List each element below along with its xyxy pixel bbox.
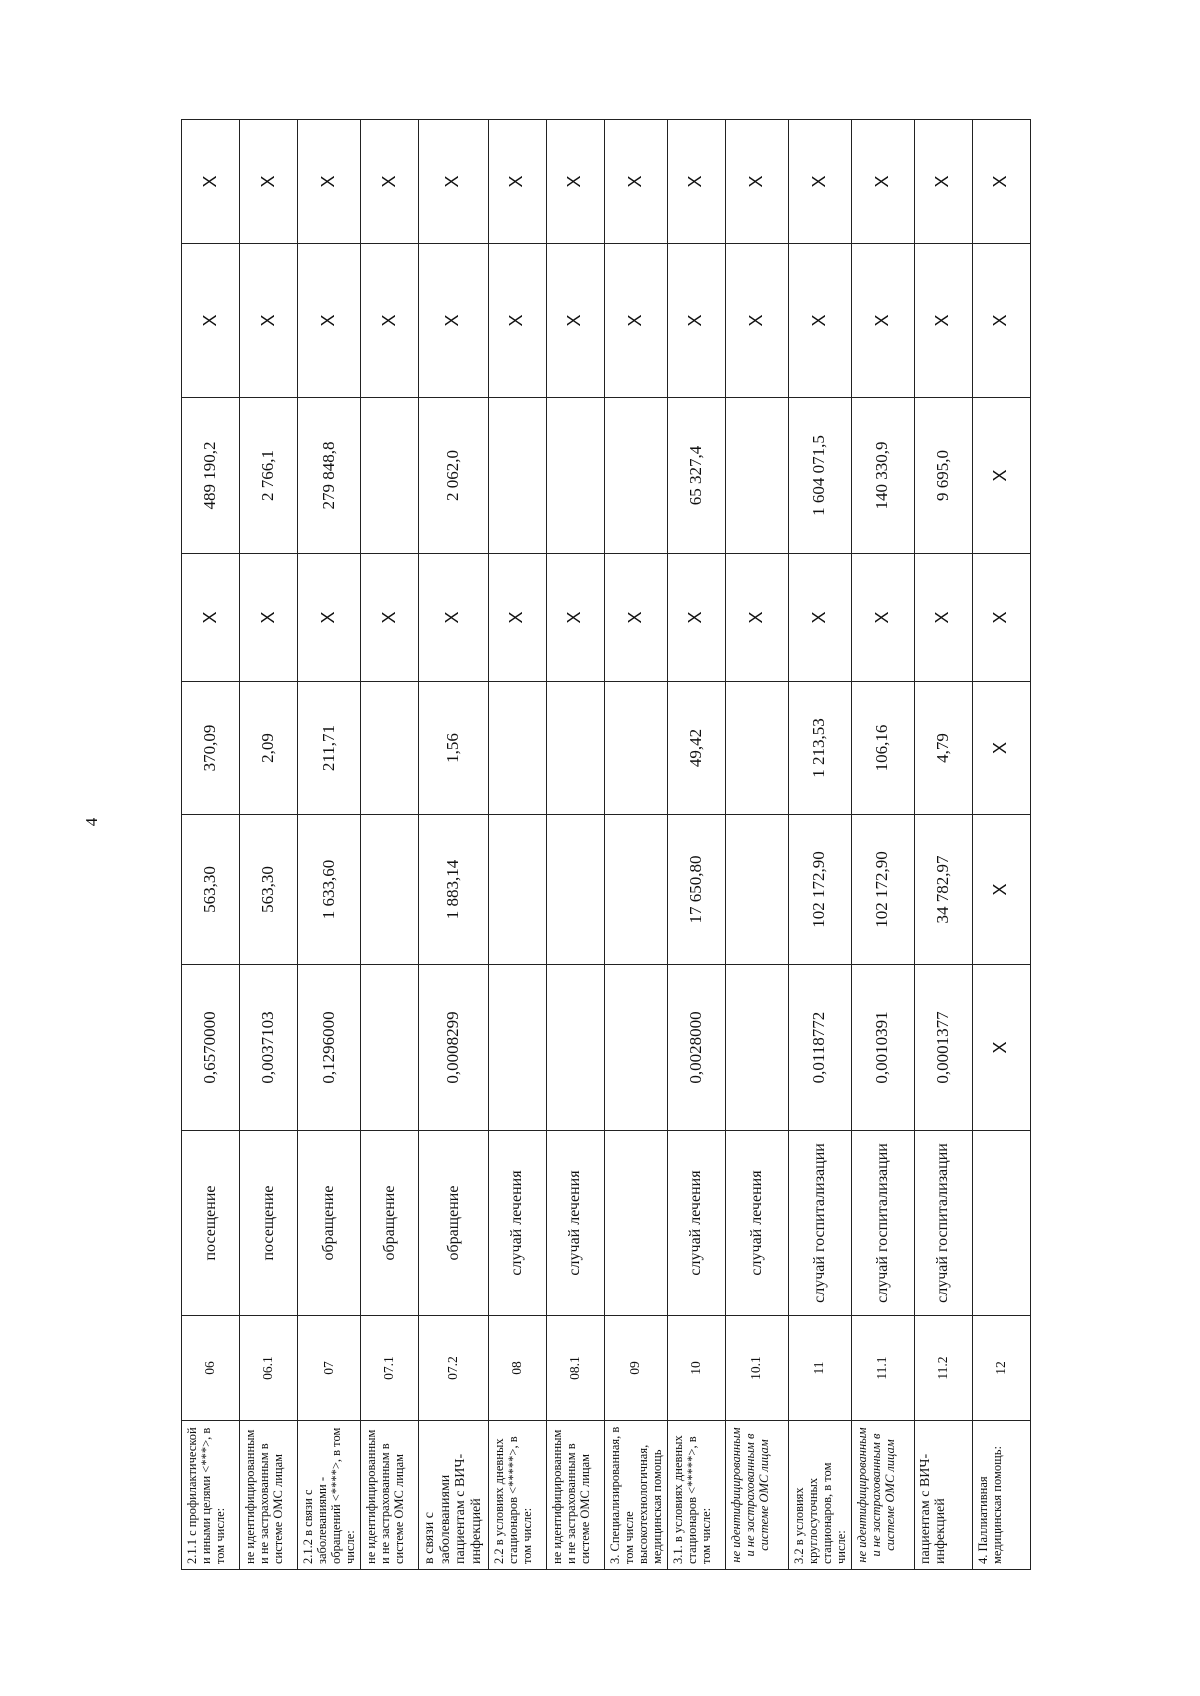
cell-col9: X xyxy=(725,244,788,398)
row-code: 07.1 xyxy=(361,1316,419,1421)
row-unit: обращение xyxy=(419,1131,489,1316)
cell-col4 xyxy=(361,965,419,1131)
cell-col10: X xyxy=(914,120,972,244)
cell-col4: 0,0028000 xyxy=(667,965,725,1131)
cell-col7: X xyxy=(914,554,972,682)
cell-col6: 49,42 xyxy=(667,682,725,815)
row-name: 2.2 в условиях дневных стационаров <*****>, в том числе: xyxy=(488,1421,546,1570)
table-row xyxy=(851,120,914,1570)
row-code: 07.2 xyxy=(419,1316,489,1421)
row-unit xyxy=(972,1131,1030,1316)
page-number: 4 xyxy=(82,817,101,827)
row-name: 3.1. в условиях дневных стационаров <*****>, в том числе: xyxy=(667,1421,725,1570)
row-unit xyxy=(604,1131,667,1316)
cell-col7: X xyxy=(361,554,419,682)
row-unit: случай лечения xyxy=(667,1131,725,1316)
row-unit: посещение xyxy=(182,1131,240,1316)
row-unit: обращение xyxy=(298,1131,361,1316)
row-name: 4. Паллиативная медицинская помощь: xyxy=(972,1421,1030,1570)
cell-col5: 102 172,90 xyxy=(788,815,851,965)
cell-col6: 4,79 xyxy=(914,682,972,815)
row-name: 2.1.2 в связи с заболеваниями - обращений <****>, в том числе: xyxy=(298,1421,361,1570)
row-unit: случай госпитализации xyxy=(788,1131,851,1316)
cell-col10: X xyxy=(240,120,298,244)
cell-col6: 2,09 xyxy=(240,682,298,815)
cell-col10: X xyxy=(788,120,851,244)
cell-col6: 211,71 xyxy=(298,682,361,815)
table-row xyxy=(972,120,1030,1570)
cell-col7: X xyxy=(546,554,604,682)
cell-col8 xyxy=(546,398,604,554)
rotated-table-wrapper xyxy=(181,120,1019,1570)
row-code: 10 xyxy=(667,1316,725,1421)
table-row xyxy=(788,120,851,1570)
cell-col9: X xyxy=(667,244,725,398)
cell-col7: X xyxy=(788,554,851,682)
cell-col10: X xyxy=(488,120,546,244)
cell-col10: X xyxy=(604,120,667,244)
row-code: 10.1 xyxy=(725,1316,788,1421)
row-name: не идентифицированным и не застрахованным в системе ОМС лицам xyxy=(546,1421,604,1570)
row-code: 08 xyxy=(488,1316,546,1421)
cell-col10: X xyxy=(851,120,914,244)
cell-col7: X xyxy=(604,554,667,682)
cell-col5: X xyxy=(972,815,1030,965)
cell-col5 xyxy=(361,815,419,965)
cell-col5 xyxy=(725,815,788,965)
cell-col10: X xyxy=(361,120,419,244)
row-name: в связи с заболеваниями пациентам с ВИЧ-инфекцией xyxy=(419,1421,489,1570)
cell-col6: 106,16 xyxy=(851,682,914,815)
cell-col9: X xyxy=(361,244,419,398)
row-code: 06.1 xyxy=(240,1316,298,1421)
table-row xyxy=(419,120,489,1570)
cell-col7: X xyxy=(725,554,788,682)
cell-col10: X xyxy=(667,120,725,244)
row-unit: случай лечения xyxy=(725,1131,788,1316)
cell-col5 xyxy=(546,815,604,965)
cell-col10: X xyxy=(972,120,1030,244)
cell-col6: 370,09 xyxy=(182,682,240,815)
cell-col9: X xyxy=(604,244,667,398)
cell-col5: 17 650,80 xyxy=(667,815,725,965)
cell-col10: X xyxy=(419,120,489,244)
table-row xyxy=(240,120,298,1570)
cell-col8 xyxy=(725,398,788,554)
row-code: 06 xyxy=(182,1316,240,1421)
cell-col4: 0,0008299 xyxy=(419,965,489,1131)
cell-col8 xyxy=(488,398,546,554)
cell-col4: 0,0037103 xyxy=(240,965,298,1131)
cell-col9: X xyxy=(488,244,546,398)
cell-col8: 489 190,2 xyxy=(182,398,240,554)
cell-col7: X xyxy=(240,554,298,682)
cell-col4: 0,0001377 xyxy=(914,965,972,1131)
table-row xyxy=(361,120,419,1570)
cell-col8 xyxy=(604,398,667,554)
row-name: 3.2 в условиях круглосуточных стационаров, в том числе: xyxy=(788,1421,851,1570)
cell-col6 xyxy=(361,682,419,815)
cell-col8: 65 327,4 xyxy=(667,398,725,554)
table-row xyxy=(667,120,725,1570)
cell-col6: 1 213,53 xyxy=(788,682,851,815)
cell-col6: 1,56 xyxy=(419,682,489,815)
row-code: 09 xyxy=(604,1316,667,1421)
cell-col4: 0,0010391 xyxy=(851,965,914,1131)
cell-col7: X xyxy=(488,554,546,682)
cell-col9: X xyxy=(972,244,1030,398)
cell-col6 xyxy=(725,682,788,815)
table-row xyxy=(182,120,240,1570)
cell-col8: 2 062,0 xyxy=(419,398,489,554)
cell-col4: 0,6570000 xyxy=(182,965,240,1131)
row-code: 11 xyxy=(788,1316,851,1421)
cell-col5: 102 172,90 xyxy=(851,815,914,965)
row-unit: случай лечения xyxy=(488,1131,546,1316)
cell-col8: 140 330,9 xyxy=(851,398,914,554)
cell-col9: X xyxy=(546,244,604,398)
row-name: не идентифицированным и не застрахованным в системе ОМС лицам xyxy=(361,1421,419,1570)
row-code: 12 xyxy=(972,1316,1030,1421)
cell-col9: X xyxy=(419,244,489,398)
cell-col9: X xyxy=(788,244,851,398)
row-name: не идентифицированным и не застрахованным в системе ОМС лицам xyxy=(725,1421,788,1570)
row-name: пациентам с ВИЧ-инфекцией xyxy=(914,1421,972,1570)
table-row xyxy=(914,120,972,1570)
cell-col8: 1 604 071,5 xyxy=(788,398,851,554)
row-unit: случай госпитализации xyxy=(851,1131,914,1316)
row-unit: случай лечения xyxy=(546,1131,604,1316)
cell-col10: X xyxy=(298,120,361,244)
cell-col5: 1 883,14 xyxy=(419,815,489,965)
cell-col7: X xyxy=(419,554,489,682)
row-name: 3. Специализированная, в том числе высокотехнологичная, медицинская помощь xyxy=(604,1421,667,1570)
row-name: не идентифицированным и не застрахованным в системе ОМС лицам xyxy=(240,1421,298,1570)
cell-col7: X xyxy=(182,554,240,682)
cell-col5: 563,30 xyxy=(240,815,298,965)
cell-col10: X xyxy=(182,120,240,244)
table-row xyxy=(298,120,361,1570)
cell-col10: X xyxy=(546,120,604,244)
cell-col9: X xyxy=(914,244,972,398)
cell-col4: 0,1296000 xyxy=(298,965,361,1131)
cell-col9: X xyxy=(240,244,298,398)
cell-col7: X xyxy=(298,554,361,682)
row-unit: случай госпитализации xyxy=(914,1131,972,1316)
table-row xyxy=(488,120,546,1570)
row-code: 11.1 xyxy=(851,1316,914,1421)
cell-col4: 0,0118772 xyxy=(788,965,851,1131)
cell-col6 xyxy=(488,682,546,815)
cell-col4 xyxy=(546,965,604,1131)
cell-col9: X xyxy=(182,244,240,398)
cell-col4: X xyxy=(972,965,1030,1131)
row-unit: обращение xyxy=(361,1131,419,1316)
cell-col6 xyxy=(546,682,604,815)
cell-col7: X xyxy=(851,554,914,682)
table-row xyxy=(604,120,667,1570)
table-row xyxy=(546,120,604,1570)
cell-col6 xyxy=(604,682,667,815)
cell-col5: 563,30 xyxy=(182,815,240,965)
cell-col5 xyxy=(604,815,667,965)
cell-col4 xyxy=(604,965,667,1131)
row-code: 11.2 xyxy=(914,1316,972,1421)
cell-col5 xyxy=(488,815,546,965)
cell-col5: 34 782,97 xyxy=(914,815,972,965)
row-code: 07 xyxy=(298,1316,361,1421)
cell-col9: X xyxy=(298,244,361,398)
cell-col8: X xyxy=(972,398,1030,554)
data-table xyxy=(181,119,1031,1570)
row-name: 2.1.1 с профилактической и иными целями <***>, в том числе: xyxy=(182,1421,240,1570)
cell-col8: 279 848,8 xyxy=(298,398,361,554)
cell-col8 xyxy=(361,398,419,554)
row-unit: посещение xyxy=(240,1131,298,1316)
cell-col7: X xyxy=(972,554,1030,682)
table-row xyxy=(725,120,788,1570)
cell-col4 xyxy=(488,965,546,1131)
cell-col7: X xyxy=(667,554,725,682)
cell-col5: 1 633,60 xyxy=(298,815,361,965)
cell-col10: X xyxy=(725,120,788,244)
cell-col4 xyxy=(725,965,788,1131)
row-code: 08.1 xyxy=(546,1316,604,1421)
cell-col9: X xyxy=(851,244,914,398)
cell-col8: 9 695,0 xyxy=(914,398,972,554)
row-name: не идентифицированным и не застрахованным в системе ОМС лицам xyxy=(851,1421,914,1570)
cell-col6: X xyxy=(972,682,1030,815)
cell-col8: 2 766,1 xyxy=(240,398,298,554)
